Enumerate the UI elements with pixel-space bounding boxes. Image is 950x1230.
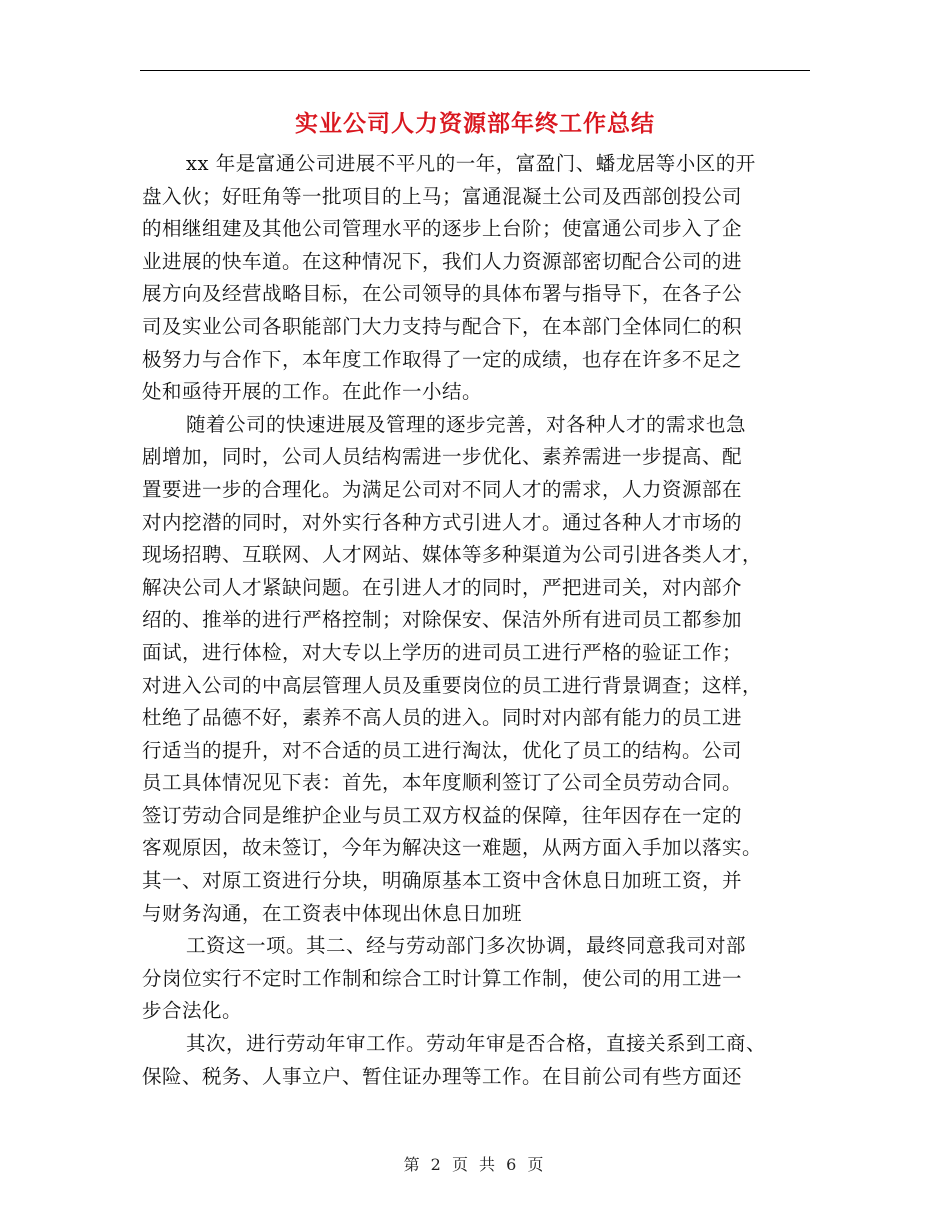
text-line: 其一、对原工资进行分块，明确原基本工资中含休息日加班工资，并 [142, 869, 743, 893]
text-line: 行适当的提升，对不合适的员工进行淘汰，优化了员工的结构。公司 [142, 738, 743, 762]
text-line: 的相继组建及其他公司管理水平的逐步上台阶；使富通公司步入了企 [142, 217, 743, 241]
text-line: 盘入伙；好旺角等一批项目的上马；富通混凝土公司及西部创投公司 [142, 184, 743, 208]
paragraph-1 [142, 148, 812, 409]
text-line: 剧增加，同时，公司人员结构需进一步优化、素养需进一步提高、配 [142, 445, 743, 469]
text-line: 客观原因，故未签订，今年为解决这一难题，从两方面入手加以落实。 [142, 836, 763, 860]
text-line: 极努力与合作下，本年度工作取得了一定的成绩，也存在许多不足之 [142, 347, 743, 371]
document-title: 实业公司人力资源部年终工作总结 [295, 110, 655, 137]
text-line: 置要进一步的合理化。为满足公司对不同人才的需求，人力资源部在 [142, 477, 743, 501]
text-line: 分岗位实行不定时工作制和综合工时计算工作制，使公司的用工进一 [142, 966, 743, 990]
header-rule [140, 70, 810, 71]
paragraph-2 [142, 409, 812, 931]
text-line: 步合法化。 [142, 999, 243, 1023]
text-line: 面试，进行体检，对大专以上学历的进司员工进行严格的验证工作； [142, 640, 743, 664]
page-number-footer: 第 2 页 共 6 页 [403, 1155, 547, 1174]
text-line: 员工具体情况见下表：首先，本年度顺利签订了公司全员劳动合同。 [142, 771, 743, 795]
text-line: 处和亟待开展的工作。在此作一小结。 [142, 380, 483, 404]
text-line: 与财务沟通，在工资表中体现出休息日加班 [142, 901, 523, 925]
text-line: 解决公司人才紧缺问题。在引进人才的同时，严把进司关，对内部介 [142, 575, 743, 599]
text-line: 工资这一项。其二、经与劳动部门多次协调，最终同意我司对部 [186, 934, 747, 958]
text-line: 现场招聘、互联网、人才网站、媒体等多种渠道为公司引进各类人才， [142, 543, 763, 567]
text-line: 签订劳动合同是维护企业与员工双方权益的保障，往年因存在一定的 [142, 803, 743, 827]
paragraph-4 [142, 1028, 812, 1093]
paragraph-3 [142, 930, 812, 1028]
text-line: 司及实业公司各职能部门大力支持与配合下，在本部门全体同仁的积 [142, 314, 743, 338]
text-line: 杜绝了品德不好，素养不高人员的进入。同时对内部有能力的员工进 [142, 706, 743, 730]
text-line: 对内挖潜的同时，对外实行各种方式引进人才。通过各种人才市场的 [142, 510, 743, 534]
text-line: 绍的、推举的进行严格控制；对除保安、保洁外所有进司员工都参加 [142, 608, 743, 632]
text-line: 其次，进行劳动年审工作。劳动年审是否合格，直接关系到工商、 [186, 1032, 767, 1056]
text-line: 对进入公司的中高层管理人员及重要岗位的员工进行背景调查；这样， [142, 673, 763, 697]
text-line: 保险、税务、人事立户、暂住证办理等工作。在目前公司有些方面还 [142, 1064, 743, 1088]
text-line: 业进展的快车道。在这种情况下，我们人力资源部密切配合公司的进 [142, 249, 743, 273]
text-line: 展方向及经营战略目标，在公司领导的具体布署与指导下，在各子公 [142, 282, 743, 306]
text-line: xx 年是富通公司进展不平凡的一年，富盈门、蟠龙居等小区的开 [186, 152, 756, 175]
text-line: 随着公司的快速进展及管理的逐步完善，对各种人才的需求也急 [186, 412, 747, 436]
document-body [142, 148, 812, 1093]
